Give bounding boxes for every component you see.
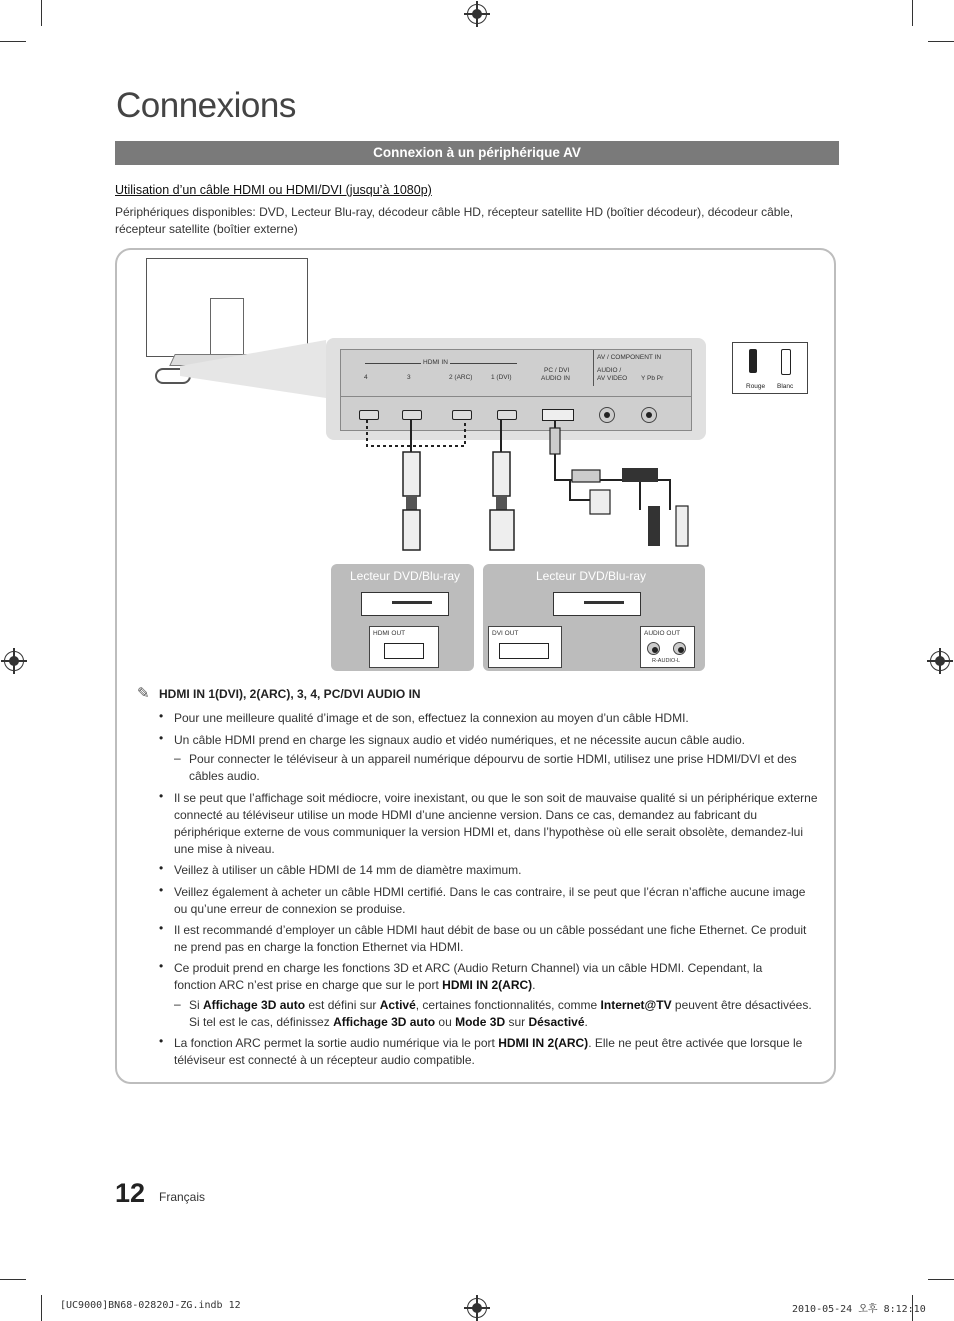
section-title: Connexion à un périphérique AV: [115, 141, 839, 165]
note-item: Il se peut que l’affichage soit médiocre, voire inexistant, ou que le son soit de mauvaise qualité si un périphérique externe connecté au téléviseur utilise un mode HDMI d’une ancienne version. Dans ce cas, demandez au fabricant du périphérique externe de vous communiquer la version HDMI et, dans l’hypothèse où elle serait obsolète, demandez-lui une mise à niveau.: [174, 791, 818, 856]
crop-mark: [0, 41, 26, 42]
bullet-icon: •: [159, 789, 164, 803]
ypbpr-label: Y Pb Pr: [641, 375, 664, 382]
dvi-out-box: [488, 626, 562, 668]
footer-file: [UC9000]BN68-02820J-ZG.indb 12: [60, 1300, 241, 1311]
callout-connector: [170, 338, 330, 408]
bluray-player-icon: [361, 592, 449, 616]
dash-icon: –: [174, 997, 181, 1011]
crop-mark: [0, 1279, 26, 1280]
crop-mark: [41, 1295, 42, 1321]
registration-mark-icon: [467, 4, 487, 24]
dash-icon: –: [174, 751, 181, 765]
bullet-icon: •: [159, 921, 164, 935]
registration-mark-icon: [467, 1298, 487, 1318]
av-video-label: AV VIDEO: [597, 375, 628, 382]
bullet-icon: •: [159, 1034, 164, 1048]
note-item: Un câble HDMI prend en charge les signaux audio et vidéo numériques, et ne nécessite aucun câble audio.: [174, 733, 746, 747]
hdmi-port-label: 3: [407, 374, 411, 381]
note-pencil-icon: ✎: [137, 685, 150, 702]
hdmi-in-label: HDMI IN: [423, 359, 448, 366]
hdmi-port-label: 2 (ARC): [449, 374, 473, 381]
page-language: Français: [159, 1190, 206, 1204]
rca-red-label: Rouge: [746, 383, 766, 390]
crop-mark: [928, 1279, 954, 1280]
hdmi-out-box: [369, 626, 439, 668]
device-panel-left: [331, 564, 474, 671]
bullet-icon: •: [159, 959, 164, 973]
hdmi-out-label: HDMI OUT: [373, 630, 406, 637]
hdmi-port-label: 4: [364, 374, 368, 381]
bullet-icon: •: [159, 731, 164, 745]
intro-text: Périphériques disponibles: DVD, Lecteur Blu-ray, décodeur câble HD, récepteur satellite HD (boîtier décodeur), décodeur câble, récepteur satellite (boîtier externe): [115, 205, 794, 236]
note-item: Veillez à utiliser un câble HDMI de 14 mm de diamètre maximum.: [174, 863, 522, 877]
device-title: Lecteur DVD/Blu-ray: [350, 569, 461, 583]
page-number: 12: [115, 1178, 146, 1208]
dvi-out-port: [499, 643, 549, 659]
crop-mark: [912, 0, 913, 26]
sub-heading: Utilisation d’un câble HDMI ou HDMI/DVI (jusqu’à 1080p): [115, 183, 432, 197]
audio-out-box: [640, 626, 695, 668]
note-item: La fonction ARC permet la sortie audio numérique via le port HDMI IN 2(ARC). Elle ne peut être activée que lorsque le téléviseur est connecté à un récepteur audio compatible.: [174, 1036, 803, 1067]
dvi-out-label: DVI OUT: [492, 630, 519, 637]
rca-white-label: Blanc: [777, 383, 794, 390]
note-subitem: Pour connecter le téléviseur à un appareil numérique dépourvu de sortie HDMI, utilisez une prise HDMI/DVI et des câbles audio.: [189, 752, 797, 783]
note-heading: HDMI IN 1(DVI), 2(ARC), 3, 4, PC/DVI AUDIO IN: [159, 687, 421, 701]
av-component-label: AV / COMPONENT IN: [597, 354, 662, 361]
crop-mark: [928, 41, 954, 42]
pc-dvi-label: PC / DVI: [544, 367, 570, 374]
registration-mark-icon: [930, 651, 950, 671]
note-item: Il est recommandé d’employer un câble HDMI haut débit de base ou un câble possédant une fiche Ethernet. Ce produit ne prend pas en charge la fonction Ethernet via HDMI.: [174, 923, 807, 954]
note-subitem: Si Affichage 3D auto est défini sur Activé, certaines fonctionnalités, comme Internet@TV peuvent être désactivées. Si tel est le cas, définissez Affichage 3D auto ou Mode 3D sur Désactivé.: [189, 998, 812, 1029]
footer-date: 2010-05-24 오후 8:12:10: [792, 1304, 926, 1315]
rca-legend: [732, 342, 808, 394]
crop-mark: [41, 0, 42, 26]
audio-l-port: [673, 642, 686, 655]
bullet-icon: •: [159, 709, 164, 723]
registration-mark-icon: [4, 651, 24, 671]
audio-rl-label: R-AUDIO-L: [652, 658, 681, 664]
audio-in-label: AUDIO IN: [541, 375, 570, 382]
page-title: Connexions: [116, 86, 296, 125]
device-title: Lecteur DVD/Blu-ray: [536, 569, 647, 583]
device-panel-right: [483, 564, 705, 671]
bullet-icon: •: [159, 883, 164, 897]
cable-illustration: [340, 410, 710, 560]
note-item: Pour une meilleure qualité d’image et de son, effectuez la connexion au moyen d’un câble HDMI.: [174, 711, 689, 725]
note-item: Veillez également à acheter un câble HDMI certifié. Dans le cas contraire, il se peut que l’écran n’affiche aucune image ou qu’une erreur de connexion se produise.: [174, 885, 806, 916]
bullet-icon: •: [159, 861, 164, 875]
audio-r-port: [647, 642, 660, 655]
audio-label: AUDIO /: [597, 367, 622, 374]
note-item: Ce produit prend en charge les fonctions 3D et ARC (Audio Return Channel) via un câble HDMI. Cependant, la fonction ARC n’est prise en charge que sur le port HDMI IN 2(ARC).: [174, 961, 763, 992]
audio-out-label: AUDIO OUT: [644, 630, 681, 637]
bluray-player-icon: [553, 592, 641, 616]
hdmi-port-label: 1 (DVI): [491, 374, 512, 381]
hdmi-out-port: [384, 643, 424, 659]
